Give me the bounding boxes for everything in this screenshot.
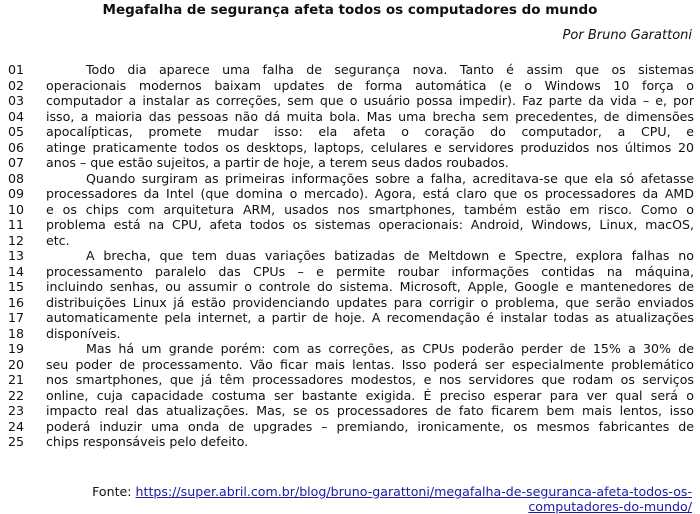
line-text: processamento paralelo das CPUs – e permite roubar informações contidas na máquina, [46, 263, 694, 279]
line-number: 05 [8, 124, 25, 139]
line-text: disponíveis. [46, 325, 121, 341]
line-number: 09 [8, 186, 25, 201]
text-line [0, 403, 700, 419]
line-number: 08 [8, 170, 25, 186]
line-text: processadores da Intel (que domina o mercado). Agora, está claro que os processadores da AMD [46, 186, 694, 201]
text-line [0, 202, 700, 218]
line-text: impacto real das atualizações. Mas, se os processadores de fato ficarem bem mais lentos, isso [46, 403, 694, 418]
text-line [0, 434, 700, 450]
line-number: 15 [8, 279, 25, 294]
line-number: 02 [8, 77, 25, 93]
line-number: 04 [8, 108, 25, 124]
source-link-line-1[interactable]: https://super.abril.com.br/blog/bruno-garattoni/megafalha-de-seguranca-afeta-todos-os- [135, 484, 692, 499]
line-number: 19 [8, 341, 25, 356]
line-text: A brecha, que tem duas variações batizadas de Meltdown e Spectre, explora falhas no [86, 248, 694, 263]
text-line [0, 264, 700, 280]
text-line [0, 419, 700, 435]
text-line [0, 233, 700, 249]
line-text: e os chips com arquitetura ARM, usados nos smartphones, também estão em risco. Como o [46, 201, 694, 217]
line-number: 11 [8, 217, 25, 232]
line-number: 12 [8, 232, 25, 248]
line-text: nos smartphones, que já têm processadores modestos, e nos servidores que rodam os serviços [46, 372, 694, 387]
text-line [0, 248, 700, 264]
line-number: 17 [8, 310, 25, 325]
line-text: apocalípticas, promete mudar isso: ela afeta o coração do computador, a CPU, e [46, 124, 694, 139]
line-text: atinge praticamente todos os desktops, laptops, celulares e servidores produzidos nos últimos 20 [46, 139, 694, 155]
text-line [0, 93, 700, 109]
line-text: Todo dia aparece uma falha de segurança nova. Tanto é assim que os sistemas [86, 62, 694, 77]
line-text: incluindo senhas, ou assumir o controle do sistema. Microsoft, Apple, Google e mantenedores de [46, 279, 694, 294]
line-text: seu poder de processamento. Vão ficar mais lentas. Isso poderá ser especialmente problemático [46, 356, 694, 372]
line-number: 24 [8, 418, 25, 434]
text-line [0, 372, 700, 388]
line-number: 14 [8, 263, 25, 279]
source-link-line-2[interactable]: computadores-do-mundo/ [528, 499, 692, 514]
article-title: Megafalha de segurança afeta todos os computadores do mundo [102, 2, 598, 18]
text-line [0, 357, 700, 373]
text-line [0, 388, 700, 404]
line-text: operacionais modernos baixam updates de forma automática (e o Windows 10 força o [46, 77, 694, 93]
line-number: 16 [8, 294, 25, 310]
line-text: poderá induzir uma onda de upgrades – premiando, ironicamente, os mesmos fabricantes de [46, 418, 694, 434]
text-line [0, 326, 700, 342]
line-text: anos – que estão sujeitos, a partir de hoje, a terem seus dados roubados. [46, 155, 509, 170]
line-number: 18 [8, 325, 25, 341]
line-text: automaticamente pela internet, a partir de hoje. A recomendação é instalar todas as atualizações [46, 310, 694, 325]
line-text: distribuições Linux já estão providenciando updates para corrigir o problema, que serão enviados [46, 294, 694, 310]
text-line [0, 78, 700, 94]
line-text: online, cuja capacidade costuma ser bastante exigida. É preciso esperar para ver qual será o [46, 387, 694, 403]
text-line [0, 109, 700, 125]
line-number: 20 [8, 356, 25, 372]
source-citation [92, 484, 692, 514]
line-number: 03 [8, 93, 25, 108]
article-author: Por Bruno Garattoni [562, 28, 692, 43]
text-line [0, 155, 700, 171]
text-line [0, 62, 700, 78]
line-text: computador a instalar as correções, sem que o usuário possa impedir). Faz parte da vida – e, por [46, 93, 694, 108]
line-number: 25 [8, 434, 25, 449]
source-label: Fonte: [92, 484, 132, 499]
line-number: 23 [8, 403, 25, 418]
line-text: Mas há um grande porém: com as correções, as CPUs poderão perder de 15% a 30% de [86, 341, 694, 356]
line-number: 21 [8, 372, 25, 387]
article-body [0, 62, 700, 450]
line-text: etc. [46, 232, 70, 248]
text-line [0, 341, 700, 357]
line-number: 10 [8, 201, 25, 217]
line-text: isso, a maioria das pessoas não dá muita bola. Mas uma brecha sem precedentes, de dimensões [46, 108, 694, 124]
line-text: problema está na CPU, afeta todos os sistemas operacionais: Android, Windows, Linux, macOS, [46, 217, 694, 232]
text-line [0, 279, 700, 295]
line-text: Quando surgiram as primeiras informações sobre a falha, acreditava-se que ela só afetasse [86, 170, 694, 186]
text-line [0, 186, 700, 202]
line-number: 06 [8, 139, 25, 155]
text-line [0, 171, 700, 187]
line-number: 13 [8, 248, 25, 263]
line-number: 01 [8, 62, 25, 77]
text-line [0, 124, 700, 140]
line-number: 07 [8, 155, 25, 170]
line-number: 22 [8, 387, 25, 403]
text-line [0, 217, 700, 233]
line-text: chips responsáveis pelo defeito. [46, 434, 249, 449]
text-line [0, 310, 700, 326]
text-line [0, 295, 700, 311]
text-line [0, 140, 700, 156]
